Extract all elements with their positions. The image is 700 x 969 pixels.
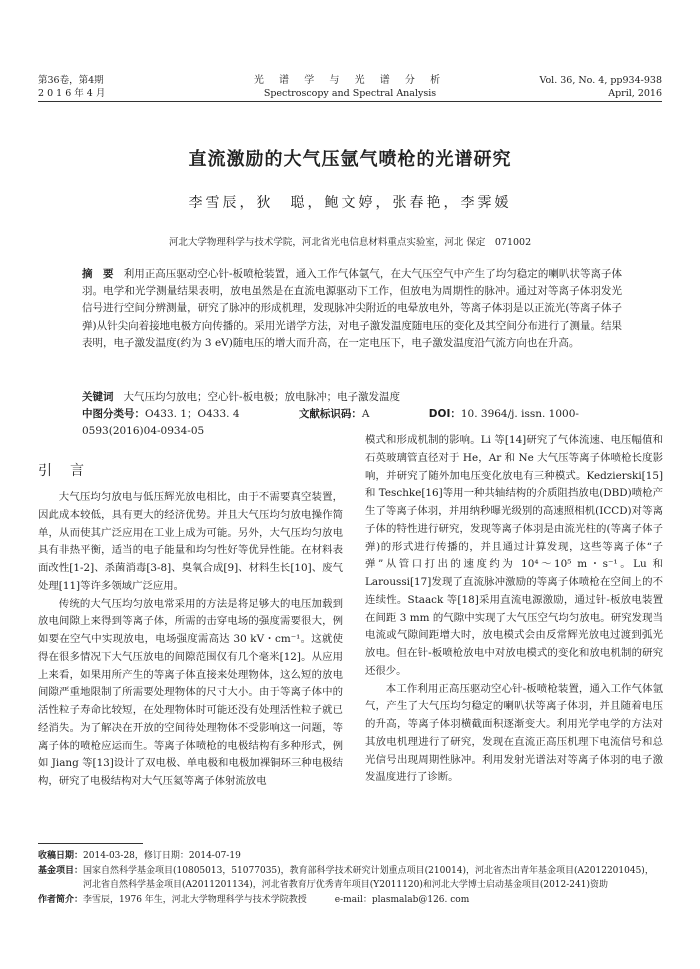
- received-value: 2014-03-28，修订日期：2014-07-19: [83, 851, 241, 861]
- abstract-text: 利用正高压驱动空心针-板喷枪装置，通入工作气体氩气，在大气压空气中产生了均匀稳定的喇叭状等离子体羽。电学和光学测量结果表明，放电虽然是在直流电源驱动下工作，但放电为周期性的脉冲。通过对等离子体羽发光信号进行空间分辨测量，研究了脉冲的形成机理，发现脉冲尖附近的电晕放电外，等离子体羽是以正流光(等离子体子弹)从针尖向着接地电极方向传播的。采用光谱学方法，对电子激发温度随电压的变化及其空间分布进行了测量。结果表明，电子激发温度(约为 3 eV)随电压的增大而升高，在一定电压下，电子激发温度沿气流方向也在升高。: [82, 268, 623, 349]
- abstract: [82, 266, 622, 352]
- author-bio-label: 作者简介：: [38, 894, 84, 905]
- author-bio-text: 李雪辰，1976 年生，河北大学物理科学与技术学院教授: [83, 894, 307, 905]
- keywords-label: 关键词: [82, 391, 114, 403]
- intro-paragraph-1: 大气压均匀放电与低压辉光放电相比，由于不需要真空装置，因此成本较低，具有更大的经济优势。并且大气压均匀放电操作简单，从而使其广泛应用在工业上成为可能。另外，大气压均匀放电具有非热平衡，适当的电子能量和均匀性好等优异性能。在材料表面改性[1-2]、杀菌消毒[3-8]、臭氧合成[9]、材料生长[10]、废气处理[11]等许多领域广泛应用。: [38, 491, 343, 592]
- journal-name-cn: 光 谱 学 与 光 谱 分 析: [253, 75, 447, 86]
- abstract-label: 摘 要: [82, 268, 114, 280]
- clc-value: O433. 1；O433. 4: [145, 408, 240, 420]
- clc-label: 中图分类号：: [82, 408, 145, 420]
- clc-group: [82, 408, 268, 420]
- affiliation: 河北大学物理科学与技术学院，河北省光电信息材料重点实验室，河北 保定 071002: [168, 237, 532, 248]
- footnote-fund: [38, 864, 662, 893]
- fund-label: 基金项目：: [38, 865, 84, 876]
- running-header-center: [200, 74, 500, 100]
- footnote: [38, 849, 662, 907]
- fund-value: 国家自然科学基金项目(10805013，51077035)，教育部科学技术研究计划重点项目(210014)，河北省杰出青年基金项目(A2012201045)，河北省自然科学基金项目(A2011201134)，河北省教育厅优秀青年项目(Y2011120)和河北大学博士启动基金项目(2012-241)资助: [83, 865, 654, 891]
- keywords: [82, 389, 622, 406]
- left-column: [38, 489, 343, 791]
- received-label: 收稿日期：: [38, 851, 84, 861]
- issue-cn: 第36卷，第4期: [38, 75, 104, 86]
- intro-paragraph-2: 传统的大气压均匀放电常采用的方法是将足够大的电压加载到放电间隙上来得到等离子体，所需的击穿电场的强度需要很大，例如要在空气中实现放电，电场强度需高达 30 kV・cm⁻¹。这就使得在很多情况下大气压放电的间隙范围仅有几个毫米[12]。从应用上来看，如果用所产生的等离子体直接来处理物体，这么短的放电间隙严重地限制了所需要处理物体的尺寸大小。由于等离子体中的活性粒子寿命比较短，在处理物体时可能还没有处理活性粒子就已经消失。为了解决在开放的空间待处理物体不受影响这一问题，等离子体的喷枪应运而生。等离子体喷枪的电极结构有多种形式，例如 Jiang 等[13]设计了双电极、单电极和电极加裸铜环三种电极结构，研究了电极结构对大气压氦等离子体射流放电: [38, 597, 343, 787]
- running-header-left: [38, 74, 105, 100]
- issue-en: Vol. 36, No. 4, pp934-938: [539, 75, 662, 86]
- doc-label: 文献标识码：: [298, 408, 362, 420]
- intro-paragraph-2-cont: 模式和形成机制的影响。Li 等[14]研究了气体流速、电压幅值和石英玻璃管直径对于 He，Ar 和 Ne 大气压等离子体喷枪长度影响，并研究了随外加电压变化放电有三种模式。Kedzierski[15]和 Teschke[16]等用一种共轴结构的介质阻挡放电(DBD)喷枪产生了等离子体羽，并用纳秒曝光级别的高速照相机(ICCD)对等离子体的特性进行研究，发现等离子体羽是由流光柱的(等离子体子弹)的形式进行传播的，并且通过计算发现，这些等离子体“子弹”从管口打出的速度约为 10⁴～10⁵ m・s⁻¹。Lu 和 Laroussi[17]发现了直流脉冲激励的等离子体喷枪在空间上的不连续性。Staack 等[18]采用直流电源激励，通过针-板放电装置在间距 3 mm 的气隙中实现了大气压空气均匀放电。研究发现当电流或气隙间距增大时，放电模式会由反常辉光放电过渡到弧光放电。但在针-板喷枪放电中对放电模式的变化和放电机制的研究还很少。: [365, 434, 663, 677]
- doi-value: 10. 3964/j. issn. 1000-0593(2016)04-0934-05: [82, 408, 579, 437]
- doi-label: DOI：: [428, 408, 461, 420]
- footnote-rule: [38, 843, 143, 844]
- right-column: [365, 432, 663, 787]
- date-cn: 2 0 1 6 年 4 月: [38, 88, 106, 99]
- author-bio: [83, 893, 662, 908]
- footnote-received: [38, 849, 662, 864]
- running-header-right: [539, 74, 662, 100]
- author-list: 李雪辰，狄 聪，鲍文婷，张春艳，李霁媛: [188, 195, 512, 211]
- doc-group: [299, 408, 398, 420]
- header-rule: [38, 101, 662, 102]
- section-heading-intro: 引言: [38, 463, 102, 479]
- footnote-author: [38, 893, 662, 908]
- doc-value: A: [361, 408, 370, 420]
- author-email[interactable]: e-mail：plasmalab@126. com: [334, 894, 470, 905]
- article-title: 直流激励的大气压氩气喷枪的光谱研究: [188, 149, 512, 170]
- journal-name-en: Spectroscopy and Spectral Analysis: [263, 88, 437, 99]
- keywords-text: 大气压均匀放电；空心针-板电极；放电脉冲；电子激发温度: [123, 391, 401, 403]
- date-en: April, 2016: [608, 88, 662, 99]
- intro-paragraph-3: 本工作利用正高压驱动空心针-板喷枪装置，通入工作气体氩气，产生了大气压均匀稳定的喇叭状等离子体羽，并且随着电压的升高，等离子体羽横截面积逐渐变大。利用光学电学的方法对其放电机理进行了研究，发现在直流正高压机理下电流信号和总光信号出现周期性脉冲。利用发射光谱法对等离子体羽的电子激发温度进行了诊断。: [365, 682, 663, 784]
